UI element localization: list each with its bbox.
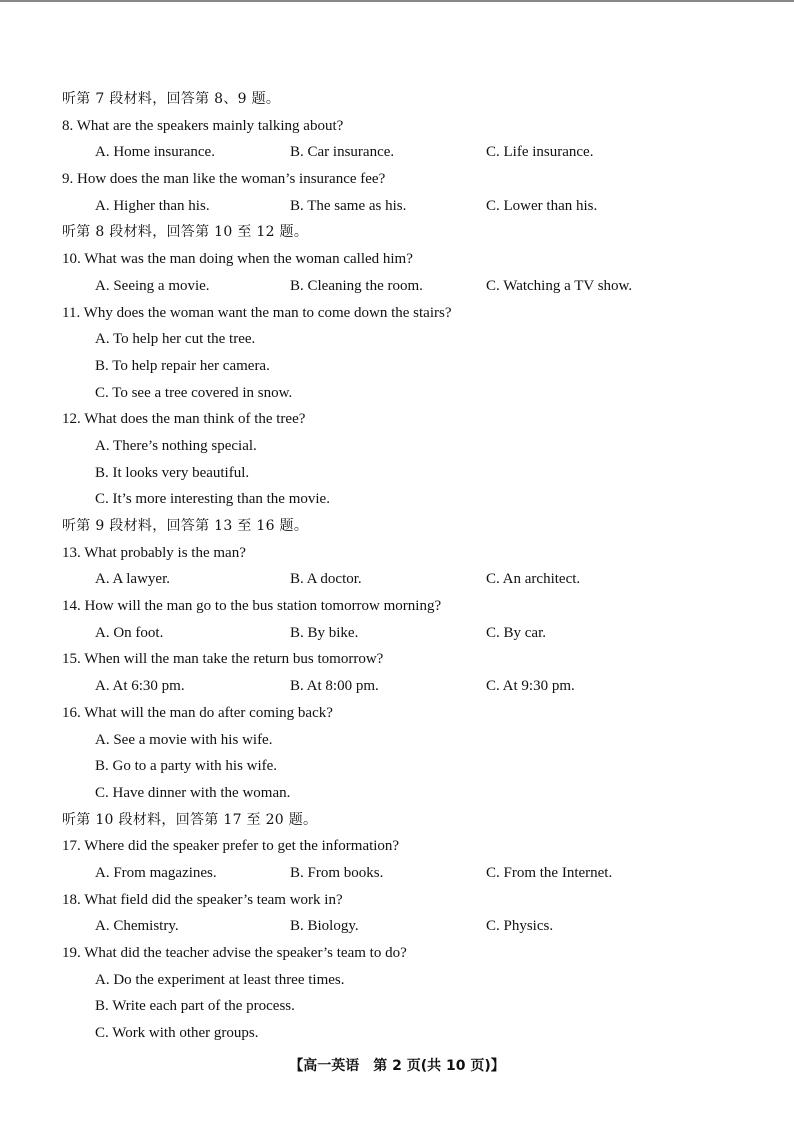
q15-option-a[interactable]: A. At 6:30 pm. bbox=[95, 678, 185, 695]
q10-option-b[interactable]: B. Cleaning the room. bbox=[290, 277, 423, 294]
q12-option-b[interactable]: B. It looks very beautiful. bbox=[95, 464, 250, 481]
q14-option-b[interactable]: B. By bike. bbox=[290, 624, 359, 641]
q9-option-a[interactable]: A. Higher than his. bbox=[95, 197, 210, 214]
q9-option-c[interactable]: C. Lower than his. bbox=[486, 197, 598, 214]
q17-option-a[interactable]: A. From magazines. bbox=[95, 864, 217, 881]
section-heading-7: 听第 7 段材料，回答第 8、9 题。 bbox=[62, 91, 281, 107]
question-13-options bbox=[62, 566, 742, 593]
q13-option-a[interactable]: A. A lawyer. bbox=[95, 571, 170, 588]
q13-option-b[interactable]: B. A doctor. bbox=[290, 571, 362, 588]
q12-option-a[interactable]: A. There’s nothing special. bbox=[95, 437, 257, 454]
question-10-stem: 10. What was the man doing when the woman called him? bbox=[62, 251, 413, 268]
question-9-stem: 9. How does the man like the woman’s insurance fee? bbox=[62, 171, 386, 188]
question-17-stem: 17. Where did the speaker prefer to get the information? bbox=[62, 838, 400, 855]
question-16-stem: 16. What will the man do after coming back? bbox=[62, 704, 333, 721]
q14-option-c[interactable]: C. By car. bbox=[486, 624, 546, 641]
q19-option-c[interactable]: C. Work with other groups. bbox=[95, 1025, 259, 1042]
q17-option-c[interactable]: C. From the Internet. bbox=[486, 864, 613, 881]
question-19-stem: 19. What did the teacher advise the speaker’s team to do? bbox=[62, 945, 407, 961]
q13-option-c[interactable]: C. An architect. bbox=[486, 571, 581, 588]
question-8-stem: 8. What are the speakers mainly talking about? bbox=[62, 117, 344, 134]
question-9-options bbox=[62, 193, 742, 220]
question-12-stem: 12. What does the man think of the tree? bbox=[62, 411, 306, 428]
q11-option-c[interactable]: C. To see a tree covered in snow. bbox=[95, 384, 293, 401]
q18-option-c[interactable]: C. Physics. bbox=[486, 918, 554, 935]
question-15-stem: 15. When will the man take the return bus tomorrow? bbox=[62, 651, 384, 668]
exam-page bbox=[62, 86, 742, 1047]
q18-option-a[interactable]: A. Chemistry. bbox=[95, 918, 179, 935]
q19-option-b[interactable]: B. Write each part of the process. bbox=[95, 998, 295, 1015]
q8-option-c[interactable]: C. Life insurance. bbox=[486, 144, 594, 161]
q15-option-c[interactable]: C. At 9:30 pm. bbox=[486, 678, 575, 695]
q14-option-a[interactable]: A. On foot. bbox=[95, 624, 164, 641]
q10-option-c[interactable]: C. Watching a TV show. bbox=[486, 277, 633, 294]
q8-option-b[interactable]: B. Car insurance. bbox=[290, 144, 395, 161]
question-11-stem: 11. Why does the woman want the man to come down the stairs? bbox=[62, 304, 452, 321]
q11-option-a[interactable]: A. To help her cut the tree. bbox=[95, 331, 256, 348]
question-14-options bbox=[62, 620, 742, 647]
section-heading-9: 听第 9 段材料，回答第 13 至 16 题。 bbox=[62, 518, 309, 534]
q15-option-b[interactable]: B. At 8:00 pm. bbox=[290, 678, 379, 695]
q16-option-b[interactable]: B. Go to a party with his wife. bbox=[95, 758, 278, 775]
q19-option-a[interactable]: A. Do the experiment at least three times. bbox=[95, 971, 345, 988]
q10-option-a[interactable]: A. Seeing a movie. bbox=[95, 277, 210, 294]
q17-option-b[interactable]: B. From books. bbox=[290, 864, 384, 881]
q12-option-c[interactable]: C. It’s more interesting than the movie. bbox=[95, 491, 330, 508]
page-footer: 【高一英语 第 2 页(共 10 页)】 bbox=[289, 1058, 505, 1074]
q16-option-a[interactable]: A. See a movie with his wife. bbox=[95, 731, 273, 748]
q8-option-a[interactable]: A. Home insurance. bbox=[95, 144, 215, 161]
section-heading-10: 听第 10 段材料，回答第 17 至 20 题。 bbox=[62, 811, 318, 828]
question-18-stem: 18. What field did the speaker’s team work in? bbox=[62, 891, 343, 908]
section-heading-8: 听第 8 段材料，回答第 10 至 12 题。 bbox=[62, 224, 309, 241]
q16-option-c[interactable]: C. Have dinner with the woman. bbox=[95, 784, 291, 801]
question-14-stem: 14. How will the man go to the bus station tomorrow morning? bbox=[62, 598, 442, 615]
question-17-options bbox=[62, 860, 742, 887]
q9-option-b[interactable]: B. The same as his. bbox=[290, 197, 407, 214]
question-18-options bbox=[62, 913, 742, 940]
question-15-options bbox=[62, 673, 742, 700]
question-10-options bbox=[62, 273, 742, 300]
question-13-stem: 13. What probably is the man? bbox=[62, 544, 246, 561]
q18-option-b[interactable]: B. Biology. bbox=[290, 918, 359, 935]
q11-option-b[interactable]: B. To help repair her camera. bbox=[95, 357, 270, 374]
top-border bbox=[0, 0, 794, 2]
question-8-options bbox=[62, 139, 742, 166]
